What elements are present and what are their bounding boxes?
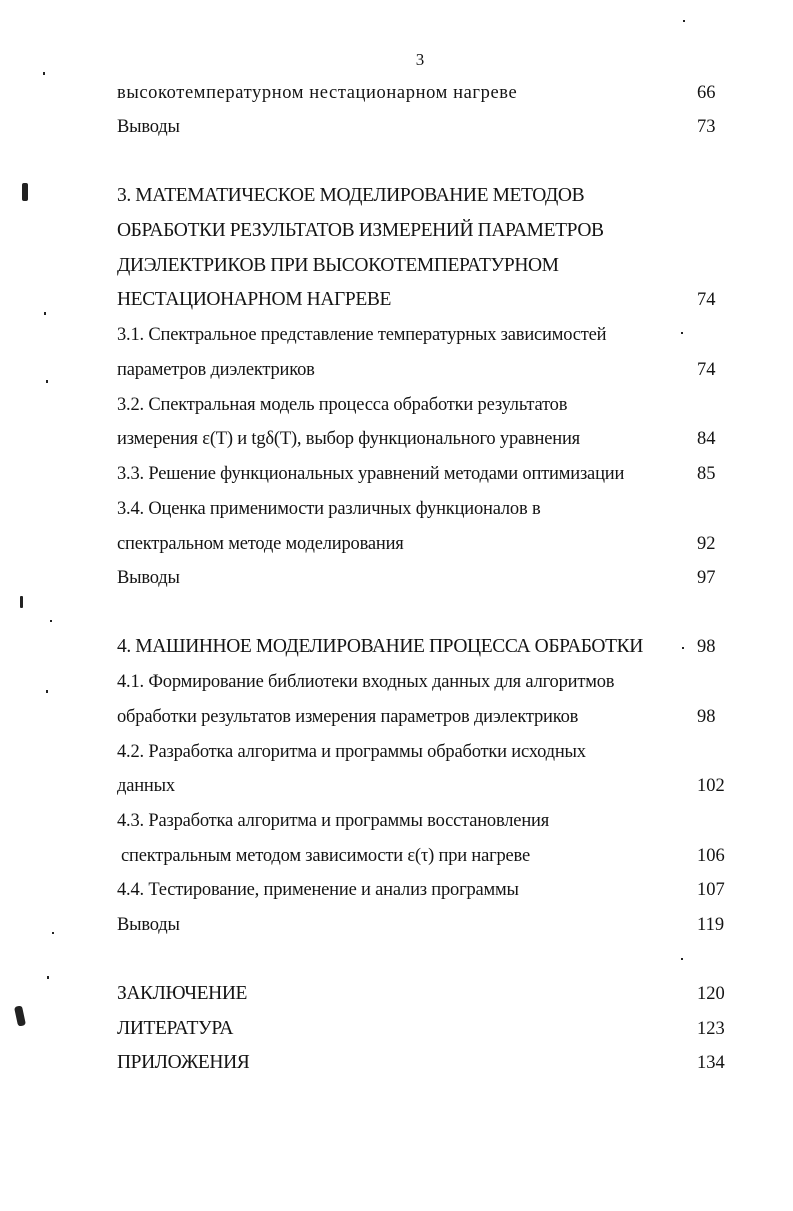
toc-entry-text: спектральным методом зависимости ε(τ) при нагреве [121,846,530,866]
toc-entry-page: 98 [697,707,716,727]
scan-speck [681,332,683,334]
scan-speck [52,932,54,934]
toc-entry-page: 66 [697,83,716,103]
toc-entry-page: 106 [697,846,725,866]
toc-entry-text: ПРИЛОЖЕНИЯ [117,1052,250,1073]
toc-entry-text: 4.4. Тестирование, применение и анализ программы [117,880,519,900]
toc-entry-text: 3.2. Спектральная модель процесса обработки результатов [117,395,568,415]
scan-speck [46,690,48,693]
page-number: 3 [415,50,425,69]
toc-entry-text: 4.1. Формирование библиотеки входных данных для алгоритмов [117,672,615,692]
scan-speck [681,958,683,960]
toc-entry-page: 107 [697,880,725,900]
toc-entry-text: Выводы [117,915,180,935]
toc-entry-text: данных [117,776,175,796]
toc-entry-text: ЛИТЕРАТУРА [117,1018,233,1039]
toc-entry-page: 73 [697,117,716,137]
scan-mark [14,1005,26,1026]
toc-entry-text: 3.1. Спектральное представление температурных зависимостей [117,325,607,345]
chapter-heading-line: 3. МАТЕМАТИЧЕСКОЕ МОДЕЛИРОВАНИЕ МЕТОДОВ [117,185,585,206]
scan-speck [46,380,48,383]
toc-entry-text: обработки результатов измерения параметров диэлектриков [117,707,579,727]
toc-entry-text: 4.2. Разработка алгоритма и программы обработки исходных [117,742,586,762]
toc-entry-page: 119 [697,915,725,935]
toc-entry-page: 85 [697,464,716,484]
toc-entry-page: 97 [697,568,716,588]
toc-entry-page: 74 [697,290,716,310]
toc-entry-page: 74 [697,360,716,380]
toc-entry-page: 84 [697,429,716,449]
toc-entry-text: Выводы [117,117,180,137]
scan-speck [682,647,684,649]
scan-speck [44,312,46,315]
scan-speck [47,976,49,979]
toc-entry-page: 92 [697,534,716,554]
scan-speck [50,620,52,622]
chapter-heading-line: ДИЭЛЕКТРИКОВ ПРИ ВЫСОКОТЕМПЕРАТУРНОМ [117,255,559,276]
toc-entry-text: ЗАКЛЮЧЕНИЕ [117,983,248,1004]
scan-mark [20,596,23,608]
toc-entry-text: 3.4. Оценка применимости различных функционалов в [117,499,541,519]
toc-entry-page: 102 [697,776,725,796]
scan-mark [22,183,28,201]
chapter-heading-line: ОБРАБОТКИ РЕЗУЛЬТАТОВ ИЗМЕРЕНИЙ ПАРАМЕТРОВ [117,220,604,241]
toc-entry-page: 98 [697,637,716,657]
toc-entry-text: высокотемпературном нестационарном нагреве [117,83,518,103]
toc-entry-page: 134 [697,1053,725,1073]
scan-speck [683,20,685,22]
toc-entry-text: 3.3. Решение функциональных уравнений методами оптимизации [117,464,625,484]
toc-entry-page: 120 [697,984,725,1004]
chapter-heading-line: 4. МАШИННОЕ МОДЕЛИРОВАНИЕ ПРОЦЕССА ОБРАБОТКИ [117,636,643,657]
chapter-heading-line: НЕСТАЦИОНАРНОМ НАГРЕВЕ [117,289,391,310]
toc-entry-text: 4.3. Разработка алгоритма и программы восстановления [117,811,550,831]
toc-entry-text: спектральном методе моделирования [117,534,404,554]
toc-entry-text: измерения ε(T) и tgδ(T), выбор функционального уравнения [117,429,580,449]
toc-entry-text: параметров диэлектриков [117,360,315,380]
scan-speck [43,72,45,75]
toc-entry-page: 123 [697,1019,725,1039]
toc-entry-text: Выводы [117,568,180,588]
